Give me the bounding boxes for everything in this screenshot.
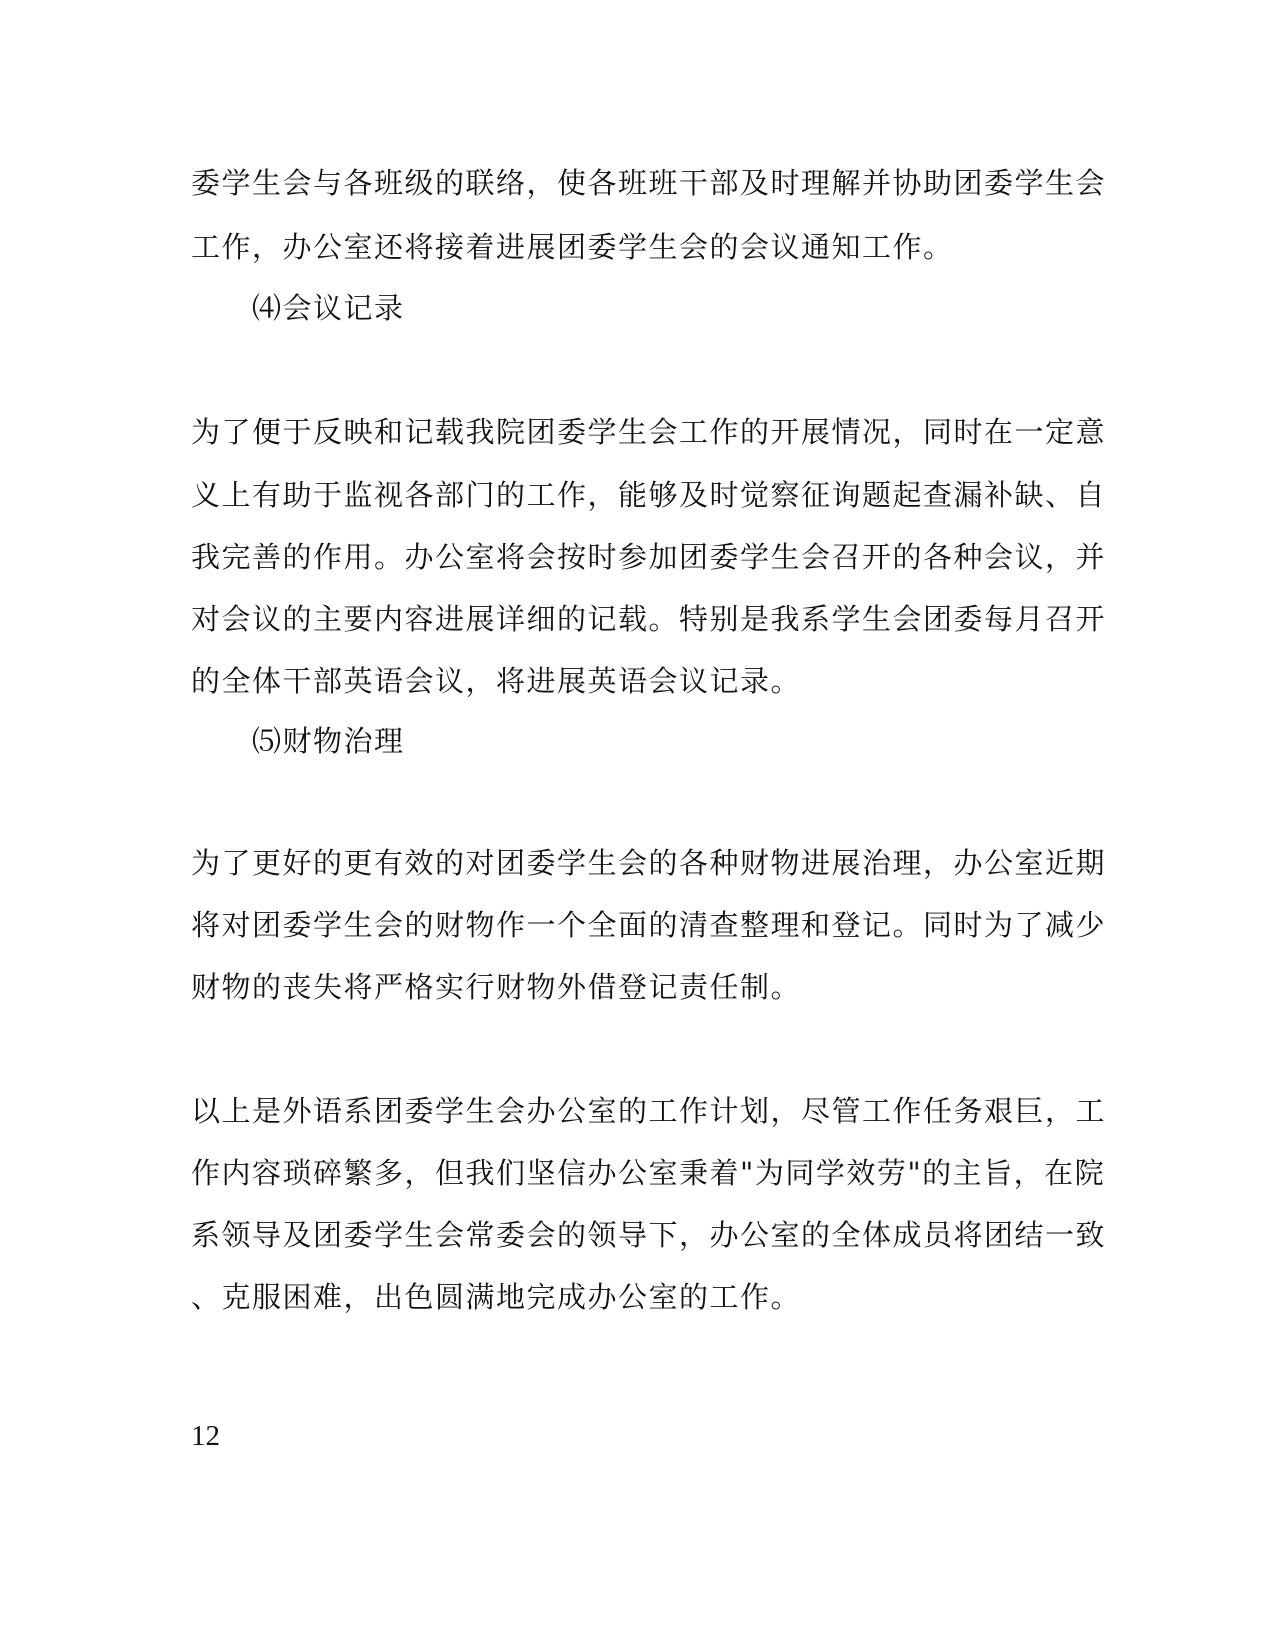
paragraph-line: 、克服困难，出色圆满地完成办公室的工作。 xyxy=(191,1280,802,1314)
paragraph-line: 系领导及团委学生会常委会的领导下，办公室的全体成员将团结一致 xyxy=(191,1218,1107,1252)
paragraph-line: 作内容琐碎繁多，但我们坚信办公室秉着"为同学效劳"的主旨，在院 xyxy=(191,1156,1106,1190)
section-heading: ⑸财物治理 xyxy=(252,724,405,758)
paragraph-line: 工作，办公室还将接着进展团委学生会的会议通知工作。 xyxy=(191,230,954,264)
paragraph-line: 为了更好的更有效的对团委学生会的各种财物进展治理，办公室近期 xyxy=(191,846,1107,880)
paragraph-line: 为了便于反映和记载我院团委学生会工作的开展情况，同时在一定意 xyxy=(191,415,1107,449)
paragraph-line: 义上有助于监视各部门的工作，能够及时觉察征询题起查漏补缺、自 xyxy=(191,478,1107,512)
paragraph-line: 财物的丧失将严格实行财物外借登记责任制。 xyxy=(191,970,802,1004)
paragraph-line: 委学生会与各班级的联络，使各班班干部及时理解并协助团委学生会 xyxy=(191,166,1107,200)
paragraph-line: 我完善的作用。办公室将会按时参加团委学生会召开的各种会议，并 xyxy=(191,540,1107,574)
paragraph-line: 将对团委学生会的财物作一个全面的清查整理和登记。同时为了减少 xyxy=(191,908,1107,942)
paragraph-line: 对会议的主要内容进展详细的记载。特别是我系学生会团委每月召开 xyxy=(191,602,1107,636)
paragraph-line: 以上是外语系团委学生会办公室的工作计划，尽管工作任务艰巨，工 xyxy=(191,1094,1107,1128)
paragraph-line: 的全体干部英语会议，将进展英语会议记录。 xyxy=(191,664,802,698)
section-heading: ⑷会议记录 xyxy=(252,291,405,325)
page-number: 12 xyxy=(191,1420,220,1452)
